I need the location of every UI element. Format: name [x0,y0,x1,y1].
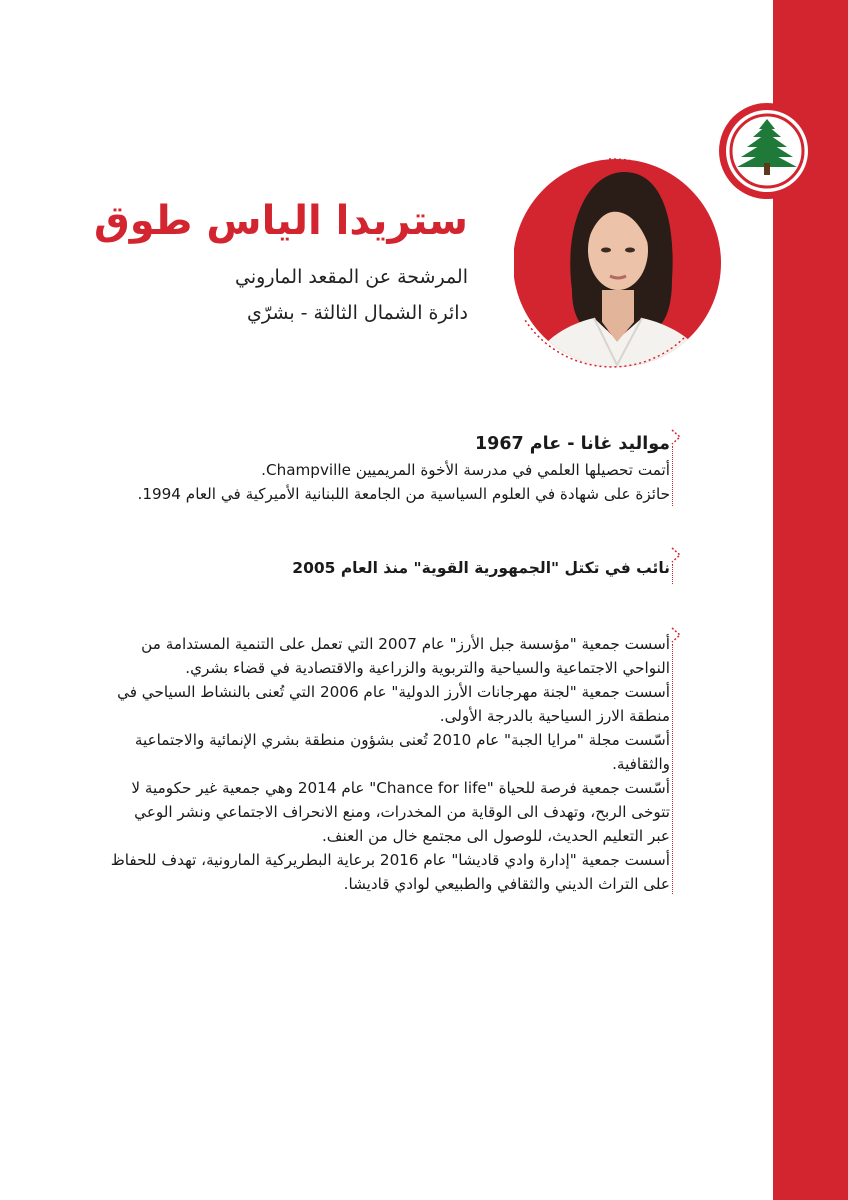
section-birth-title: مواليد غانا - عام 1967 [475,434,670,454]
achievement-line: أسست جمعية "إدارة وادي قاديشا" عام 2016 برعاية البطريركية المارونية، تهدف للحفاظ [110,851,670,869]
candidate-name: ستريدا الياس طوق [93,198,468,244]
section-divider [672,644,673,894]
portrait-photo [514,150,724,380]
section-deputy [292,556,670,580]
achievement-line: والثقافية. [612,755,670,773]
section-deputy-title: نائب في تكتل "الجمهورية القوية" منذ العام 2005 [292,559,670,577]
section-birth-line: أتمت تحصيلها العلمي في مدرسة الأخوة المريميين Champville. [261,461,670,479]
section-achievements [111,632,670,896]
cedar-logo [719,103,815,199]
candidate-role: المرشحة عن المقعد الماروني [235,266,468,288]
achievement-line: أسست جمعية "مؤسسة جبل الأرز" عام 2007 التي تعمل على التنمية المستدامة من [141,635,670,653]
achievement-line: أسست جمعية "لجنة مهرجانات الأرز الدولية" عام 2006 التي تُعنى بالنشاط السياحي في [117,683,670,701]
achievement-line: منطقة الارز السياحية بالدرجة الأولى. [439,707,670,725]
section-marker-icon [668,428,688,458]
achievement-line: النواحي الاجتماعية والسياحية والتربوية والزراعية والاقتصادية في قضاء بشري. [185,659,670,677]
section-birth-line: حائزة على شهادة في العلوم السياسية من الجامعة اللبنانية الأميركية في العام 1994. [137,485,670,503]
section-divider [672,564,673,584]
candidate-district: دائرة الشمال الثالثة - بشرّي [247,302,468,324]
section-marker-icon [668,546,688,576]
cedar-tree-icon [719,103,815,199]
achievement-line: أسّست مجلة "مرايا الجبة" عام 2010 تُعنى بشؤون منطقة بشري الإنمائية والاجتماعية [134,731,670,749]
section-marker-icon [668,626,688,656]
section-divider [672,446,673,506]
achievement-line: تتوخى الربح، وتهدف الى الوقاية من المخدرات، ومنع الانحراف الاجتماعي ونشر الوعي [134,803,670,821]
section-birth [137,432,670,506]
achievement-line: على التراث الديني والثقافي والطبيعي لوادي قاديشا. [343,875,670,893]
achievement-line: أسّست جمعية فرصة للحياة "Chance for life" عام 2014 وهي جمعية غير حكومية لا [131,779,670,797]
achievement-line: عبر التعليم الحديث، للوصول الى مجتمع خال من العنف. [321,827,670,845]
